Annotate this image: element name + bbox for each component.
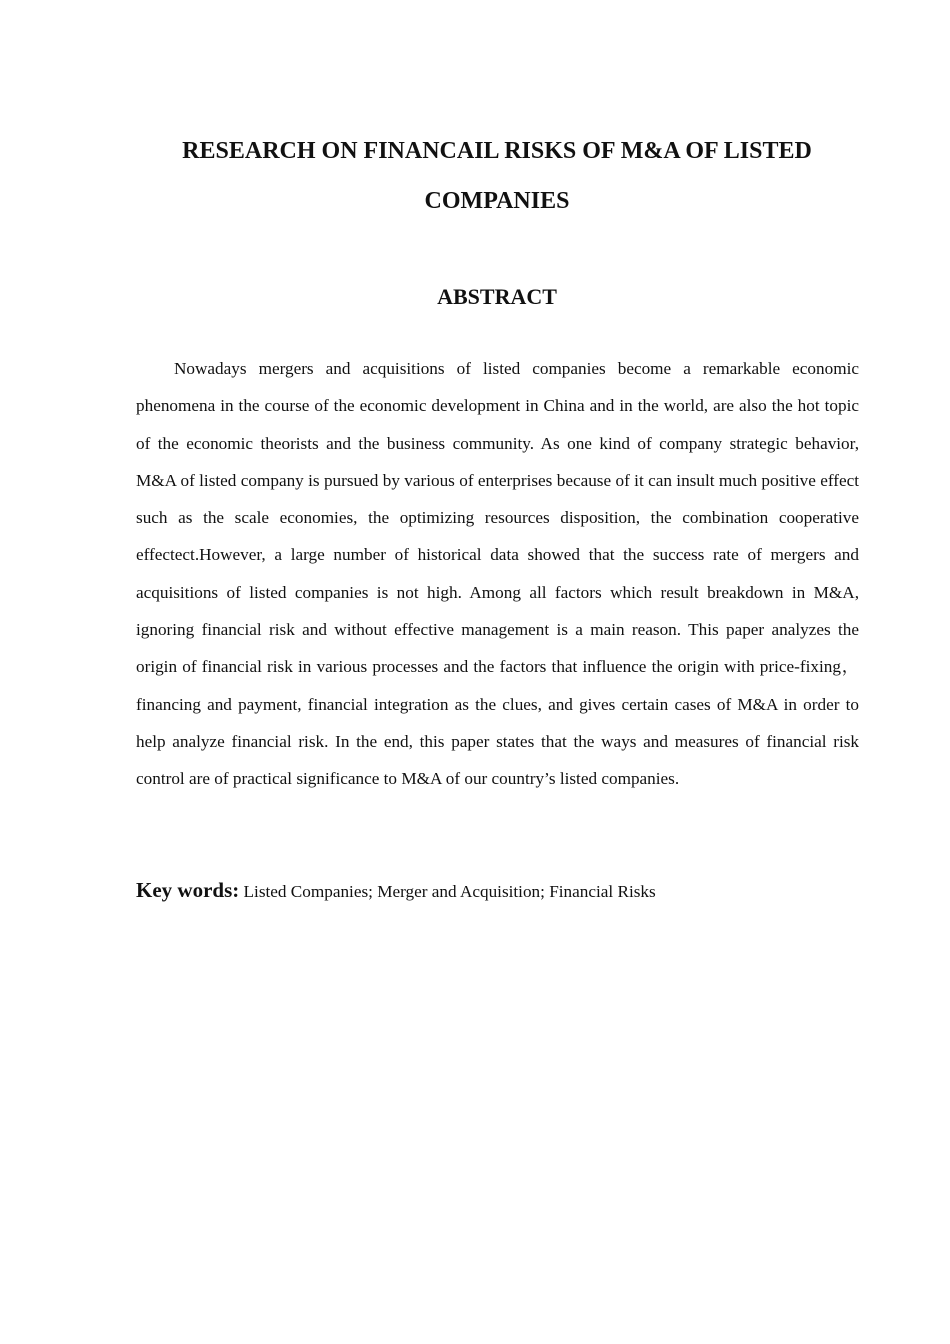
keywords-label: Key words:	[136, 878, 240, 902]
paper-title: RESEARCH ON FINANCAIL RISKS OF M&A OF LISTED COMPANIES	[182, 138, 812, 214]
keywords-text: Listed Companies; Merger and Acquisition; Financial Risks	[239, 882, 656, 901]
keywords-line	[136, 872, 858, 910]
abstract-heading: ABSTRACT	[437, 284, 557, 309]
abstract-body: Nowadays mergers and acquisitions of listed companies become a remarkable economic phenomena in the course of the economic development in China and in the world, are also the hot topic of the economic theorists and the business community. As one kind of company strategic behavior, M&A of listed company is pursued by various of enterprises because of it can insult much positive effect such as the scale economies, the optimizing resources disposition, the combination cooperative effectect.However, a large number of historical data showed that the success rate of mergers and acquisitions of listed companies is not high. Among all factors which result breakdown in M&A, ignoring financial risk and without effective management is a main reason. This paper analyzes the origin of financial risk in various processes and the factors that influence the origin with price-fixing，financing and payment, financial integration as the clues, and gives certain cases of M&A in order to help analyze financial risk. In the end, this paper states that the ways and measures of financial risk control are of practical significance to M&A of our country’s listed companies.	[136, 359, 859, 789]
